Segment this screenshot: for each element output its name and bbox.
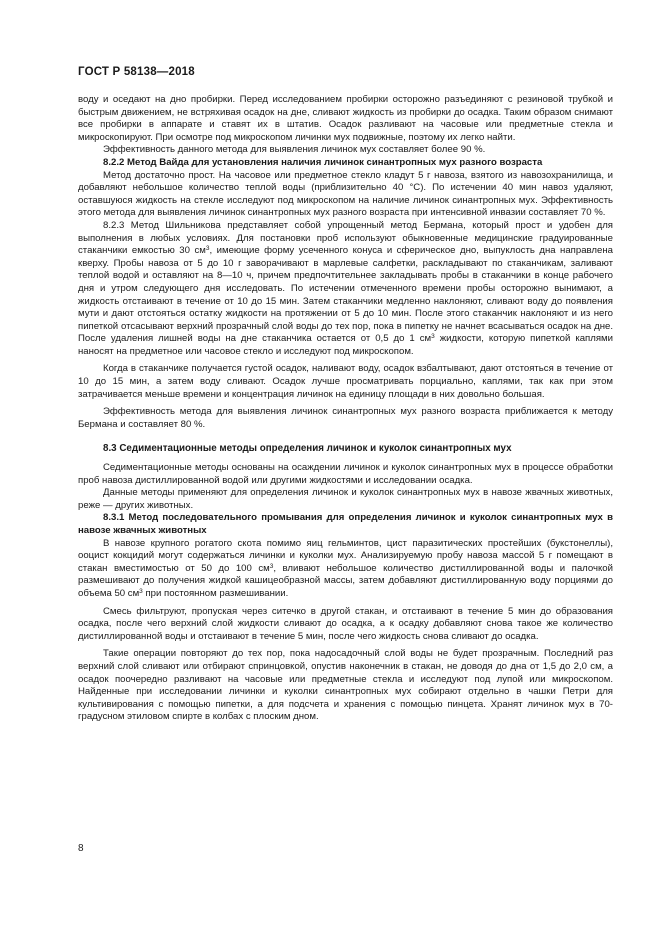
paragraph: Такие операции повторяют до тех пор, пока надосадочный слой воды не будет прозрачным. Последний раз верхний слой сливают или отбирают спринцовкой, опустив наконечник в стакан, не доводя до дна от 1,5 до 2,0 см, а осадок поочередно разливают на часовые или предметные стекла и исследуют под лупой или микроскопом. Найденные при исследовании личинки и куколки синантропных мух собирают отдельно в чашки Петри для культивирования с помощью пипетки, а для подсчета и хранения с помощью пинцета. Хранят личинок мух в 70-градусном этиловом спирте в колбах с плоским дном. — [78, 648, 613, 723]
page-number: 8 — [78, 843, 84, 854]
text-run: , имеющие форму усеченного конуса и сферическое дно, выпуклость дна направлена кверху. Пробы навоза от 5 до 10 г заворачивают в марлевые салфетки, раскладывают по стаканчикам, заливают теплой водой и оставляют на 8—10 ч, причем предпочтительнее закладывать пробы в стаканчики в конце рабочего дня и утром следующего дня исследовать. По истечении отмеченного времени пробы осторожно вынимают, а жидкость отстаивают в течение от 10 до 15 мин. Затем стаканчики медленно наклоняют, сливают воду до появления мути и дают отстояться остатку жидкости на протяжении от 5 до 10 мин. После этого стаканчик наклоняют и из него пипеткой отсасывают верхний прозрачный слой воды до тех пор, пока в пипетку не начнет всасываться осадок на дне. После удаления лишней воды на дне стаканчика остается от 0,5 до 1 см — [78, 245, 613, 345]
paragraph: Смесь фильтруют, пропуская через ситечко в другой стакан, и отстаивают в течение 5 мин до образования осадка, после чего верхний слой жидкости сливают до осадка, а к осадку добавляют снова такое же количество дистиллированной воды и отстаивают в течение 5 мин, после чего жидкость снова сливают до осадка. — [78, 605, 613, 642]
superscript: 3 — [431, 333, 435, 341]
paragraph: Седиментационные методы основаны на осаждении личинок и куколок синантропных мух в процессе обработки проб навоза дистиллированной водой или другими жидкостями и исследовании осадка. — [78, 462, 613, 486]
paragraph: Когда в стаканчике получается густой осадок, наливают воду, осадок взбалтывают, дают отстояться в течение от 10 до 15 мин, а затем воду сливают. Осадок лучше просматривать порциально, каплями, так как при этом затрачивается меньше времени и концентрация личинок на единицу площади в них довольно большая. — [78, 363, 613, 400]
document-header: ГОСТ Р 58138—2018 — [78, 66, 195, 78]
text-run: при постоянном размешивании. — [142, 587, 289, 599]
paragraph — [78, 538, 613, 601]
paragraph: Эффективность метода для выявления личинок синантропных мух разного возраста приближается к методу Бермана и составляет 80 %. — [78, 406, 613, 430]
superscript: 3 — [205, 245, 210, 253]
text-run: , вливают небольшое количество дистиллированной воды и палочкой размешивают до получения жидкой кашицеобразной массы, затем добавляют дистиллированную воду порциями до объема 50 см — [78, 562, 613, 599]
text-run: 8.2.3 Метод Шильникова представляет собой упрощенный метод Бермана, который прост и удобен для выполнения в любых условиях. Для постановки проб используют обыкновенные медицинские градуированные стаканчики емкостью 30 см — [78, 219, 613, 257]
superscript: 3 — [139, 587, 143, 595]
text-run: жидкости, которую пипеткой каплями наносят на предметное или часовое стекло и исследуют под микроскопом. — [78, 333, 614, 357]
paragraph: Эффективность данного метода для выявления личинок мух составляет более 90 %. — [103, 144, 486, 156]
text-run: В навозе крупного рогатого скота помимо яиц гельминтов, цист паразитических простейших (букстонеллы), ооцист кокцидий могут содержаться личинки и куколки мух. Анализируемую пробу навоза массой 5 г помещают в стакан вместимостью от 50 до 100 см — [78, 537, 613, 574]
superscript: 3 — [269, 562, 274, 570]
paragraph — [78, 220, 613, 359]
paragraph: воду и оседают на дно пробирки. Перед исследованием пробирки осторожно разъединяют с резиновой трубкой и быстрым движением, не встряхивая осадок на дне, сливают жидкость из пробирки до осадка. Таким образом снимают все пробирки в аппарате и ставят их в штатив. Осадок разливают на часовые или предметные стекла и микроскопируют. При осмотре под микроскопом личинки мух подвижные, поэтому их легко найти. — [78, 94, 613, 143]
paragraph: Метод достаточно прост. На часовое или предметное стекло кладут 5 г навоза, взятого из навозохранилища, и добавляют небольшое количество теплой воды (приблизительно 40 °С). По истечении 40 мин навоз удаляют, оставшуюся жидкость на стекле исследуют под микроскопом на наличие личинок синантропных мух. Эффективность этого метода для выявления личинок синантропных мух разного возраста при интенсивной инвазии составляет 70 %. — [78, 169, 613, 219]
document-body — [78, 94, 613, 724]
heading-8-3: 8.3 Седиментационные методы определения личинок и куколок синантропных мух — [103, 443, 512, 455]
heading-8-2-2: 8.2.2 Метод Вайда для установления наличия личинок синантропных мух разного возраста — [103, 156, 543, 168]
paragraph: Данные методы применяют для определения личинок и куколок синантропных мух в навозе жвачных животных, реже — других животных. — [78, 487, 613, 511]
heading-8-3-1: 8.3.1 Метод последовательного промывания для определения личинок и куколок синантропных мух в навозе жвачных животных — [78, 512, 613, 536]
